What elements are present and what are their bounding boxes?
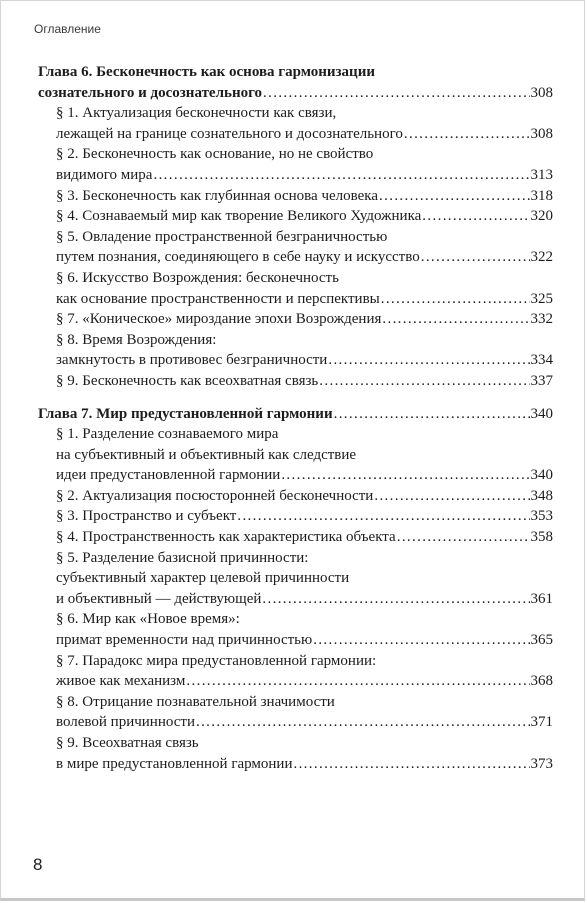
- chapter-heading[interactable]: [38, 404, 553, 425]
- dot-leader: [196, 712, 530, 733]
- entry-page-number: 325: [530, 290, 553, 307]
- dot-leader: [404, 124, 530, 145]
- dot-leader: [379, 186, 529, 207]
- entry-line: Глава 7. Мир предустановленной гармонии: [38, 405, 333, 422]
- entry-line: лежащей на границе сознательного и досознательного: [56, 125, 403, 142]
- entry-line: § 9. Всеохватная связь: [56, 735, 199, 751]
- entry-last-line: [56, 589, 553, 610]
- entry-line: замкнутость в противовес безграничности: [56, 352, 328, 369]
- section-entry[interactable]: [38, 103, 553, 144]
- entry-last-line: [56, 309, 553, 330]
- section-entry[interactable]: [38, 692, 553, 733]
- entry-last-line: [56, 124, 553, 145]
- dot-leader: [153, 165, 529, 186]
- entry-line: § 6. Мир как «Новое время»:: [56, 611, 240, 628]
- section-entry[interactable]: [38, 186, 553, 207]
- section-entry[interactable]: [38, 609, 553, 650]
- dot-leader: [334, 404, 530, 425]
- entry-line: § 5. Разделение базисной причинности:: [56, 549, 309, 566]
- entry-line: и объективный — действующей: [56, 590, 262, 607]
- section-entry[interactable]: [38, 733, 553, 774]
- page-number: 8: [33, 855, 43, 874]
- entry-last-line: [56, 712, 553, 733]
- entry-line: § 8. Отрицание познавательной значимости: [56, 693, 335, 710]
- section-entry[interactable]: [38, 651, 553, 692]
- entry-line: примат временности над причинностью: [56, 632, 313, 649]
- entry-line: на субъективный и объективный как следствие: [56, 446, 357, 463]
- entry-page-number: 368: [530, 673, 553, 690]
- entry-line: § 4. Сознаваемый мир как творение Великого Художника: [56, 208, 422, 225]
- entry-line: § 3. Бесконечность как глубинная основа человека: [56, 187, 379, 204]
- entry-last-line: [56, 506, 553, 527]
- dot-leader: [262, 589, 529, 610]
- entry-page-number: 320: [530, 208, 553, 225]
- entry-last-line: [56, 165, 553, 186]
- dot-leader: [313, 630, 529, 651]
- entry-page-number: 361: [530, 590, 553, 607]
- dot-leader: [381, 289, 530, 310]
- entry-last-line: [56, 247, 553, 268]
- dot-leader: [421, 247, 530, 268]
- entry-last-line: [38, 404, 553, 425]
- section-entry[interactable]: [38, 206, 553, 227]
- table-of-contents: [38, 62, 553, 774]
- dot-leader: [319, 371, 529, 392]
- entry-line: § 5. Овладение пространственной безграничностью: [56, 228, 388, 245]
- dot-leader: [397, 527, 530, 548]
- dot-leader: [263, 83, 529, 104]
- entry-last-line: [38, 83, 553, 104]
- entry-page-number: 308: [530, 84, 553, 101]
- entry-page-number: 322: [530, 249, 553, 266]
- entry-last-line: [56, 630, 553, 651]
- dot-leader: [374, 486, 529, 507]
- entry-last-line: [56, 465, 553, 486]
- section-entry[interactable]: [38, 527, 553, 548]
- entry-line: Глава 6. Бесконечность как основа гармонизации: [38, 64, 375, 80]
- entry-line: живое как механизм: [56, 673, 186, 690]
- section-entry[interactable]: [38, 309, 553, 330]
- dot-leader: [382, 309, 529, 330]
- entry-line: § 3. Пространство и субъект: [56, 508, 237, 525]
- section-entry[interactable]: [38, 548, 553, 610]
- entry-line: § 7. «Коническое» мироздание эпохи Возрождения: [56, 311, 382, 328]
- dot-leader: [281, 465, 529, 486]
- entry-line: идеи предустановленной гармонии: [56, 467, 281, 484]
- entry-last-line: [56, 289, 553, 310]
- entry-page-number: 353: [530, 508, 553, 525]
- section-entry[interactable]: [38, 424, 553, 486]
- entry-page-number: 318: [530, 187, 553, 204]
- entry-line: § 2. Актуализация посюсторонней бесконечности: [56, 487, 374, 504]
- entry-line: в мире предустановленной гармонии: [56, 755, 293, 772]
- entry-last-line: [56, 186, 553, 207]
- entry-page-number: 348: [530, 487, 553, 504]
- entry-last-line: [56, 486, 553, 507]
- entry-last-line: [56, 671, 553, 692]
- section-entry[interactable]: [38, 486, 553, 507]
- entry-last-line: [56, 371, 553, 392]
- entry-page-number: 340: [530, 467, 553, 484]
- entry-line: § 4. Пространственность как характеристика объекта: [56, 529, 396, 546]
- entry-line: видимого мира: [56, 166, 153, 183]
- entry-page-number: 334: [530, 352, 553, 369]
- entry-page-number: 313: [530, 166, 553, 183]
- entry-line: путем познания, соединяющего в себе науку и искусство: [56, 249, 420, 266]
- entry-line: § 9. Бесконечность как всеохватная связь: [56, 372, 319, 389]
- entry-page-number: 373: [530, 755, 553, 772]
- entry-line: § 8. Время Возрождения:: [56, 331, 217, 348]
- chapter-heading[interactable]: [38, 62, 553, 103]
- dot-leader: [186, 671, 529, 692]
- entry-line: сознательного и досознательного: [38, 84, 263, 101]
- running-head: Оглавление: [34, 22, 101, 36]
- entry-last-line: [56, 527, 553, 548]
- entry-line: как основание пространственности и перспективы: [56, 290, 380, 307]
- section-entry[interactable]: [38, 330, 553, 371]
- dot-leader: [422, 206, 529, 227]
- entry-page-number: 308: [530, 125, 553, 142]
- entry-line: § 7. Парадокс мира предустановленной гармонии:: [56, 652, 377, 669]
- entry-page-number: 340: [530, 405, 553, 422]
- section-entry[interactable]: [38, 144, 553, 185]
- entry-page-number: 371: [530, 714, 553, 731]
- dot-leader: [328, 350, 529, 371]
- section-entry[interactable]: [38, 268, 553, 309]
- entry-page-number: 332: [530, 311, 553, 328]
- entry-line: § 2. Бесконечность как основание, но не свойство: [56, 146, 374, 163]
- entry-line: § 1. Актуализация бесконечности как связи,: [56, 105, 337, 122]
- entry-last-line: [56, 754, 553, 775]
- entry-last-line: [56, 350, 553, 371]
- entry-line: § 6. Искусство Возрождения: бесконечность: [56, 269, 339, 286]
- entry-last-line: [56, 206, 553, 227]
- section-entry[interactable]: [38, 371, 553, 392]
- entry-page-number: 337: [530, 372, 553, 389]
- entry-line: волевой причинности: [56, 714, 195, 731]
- entry-page-number: 365: [530, 632, 553, 649]
- entry-page-number: 358: [530, 529, 553, 546]
- entry-line: § 1. Разделение сознаваемого мира: [56, 426, 279, 443]
- section-entry[interactable]: [38, 506, 553, 527]
- section-entry[interactable]: [38, 227, 553, 268]
- dot-leader: [237, 506, 529, 527]
- entry-line: субъективный характер целевой причинности: [56, 570, 350, 587]
- dot-leader: [293, 754, 529, 775]
